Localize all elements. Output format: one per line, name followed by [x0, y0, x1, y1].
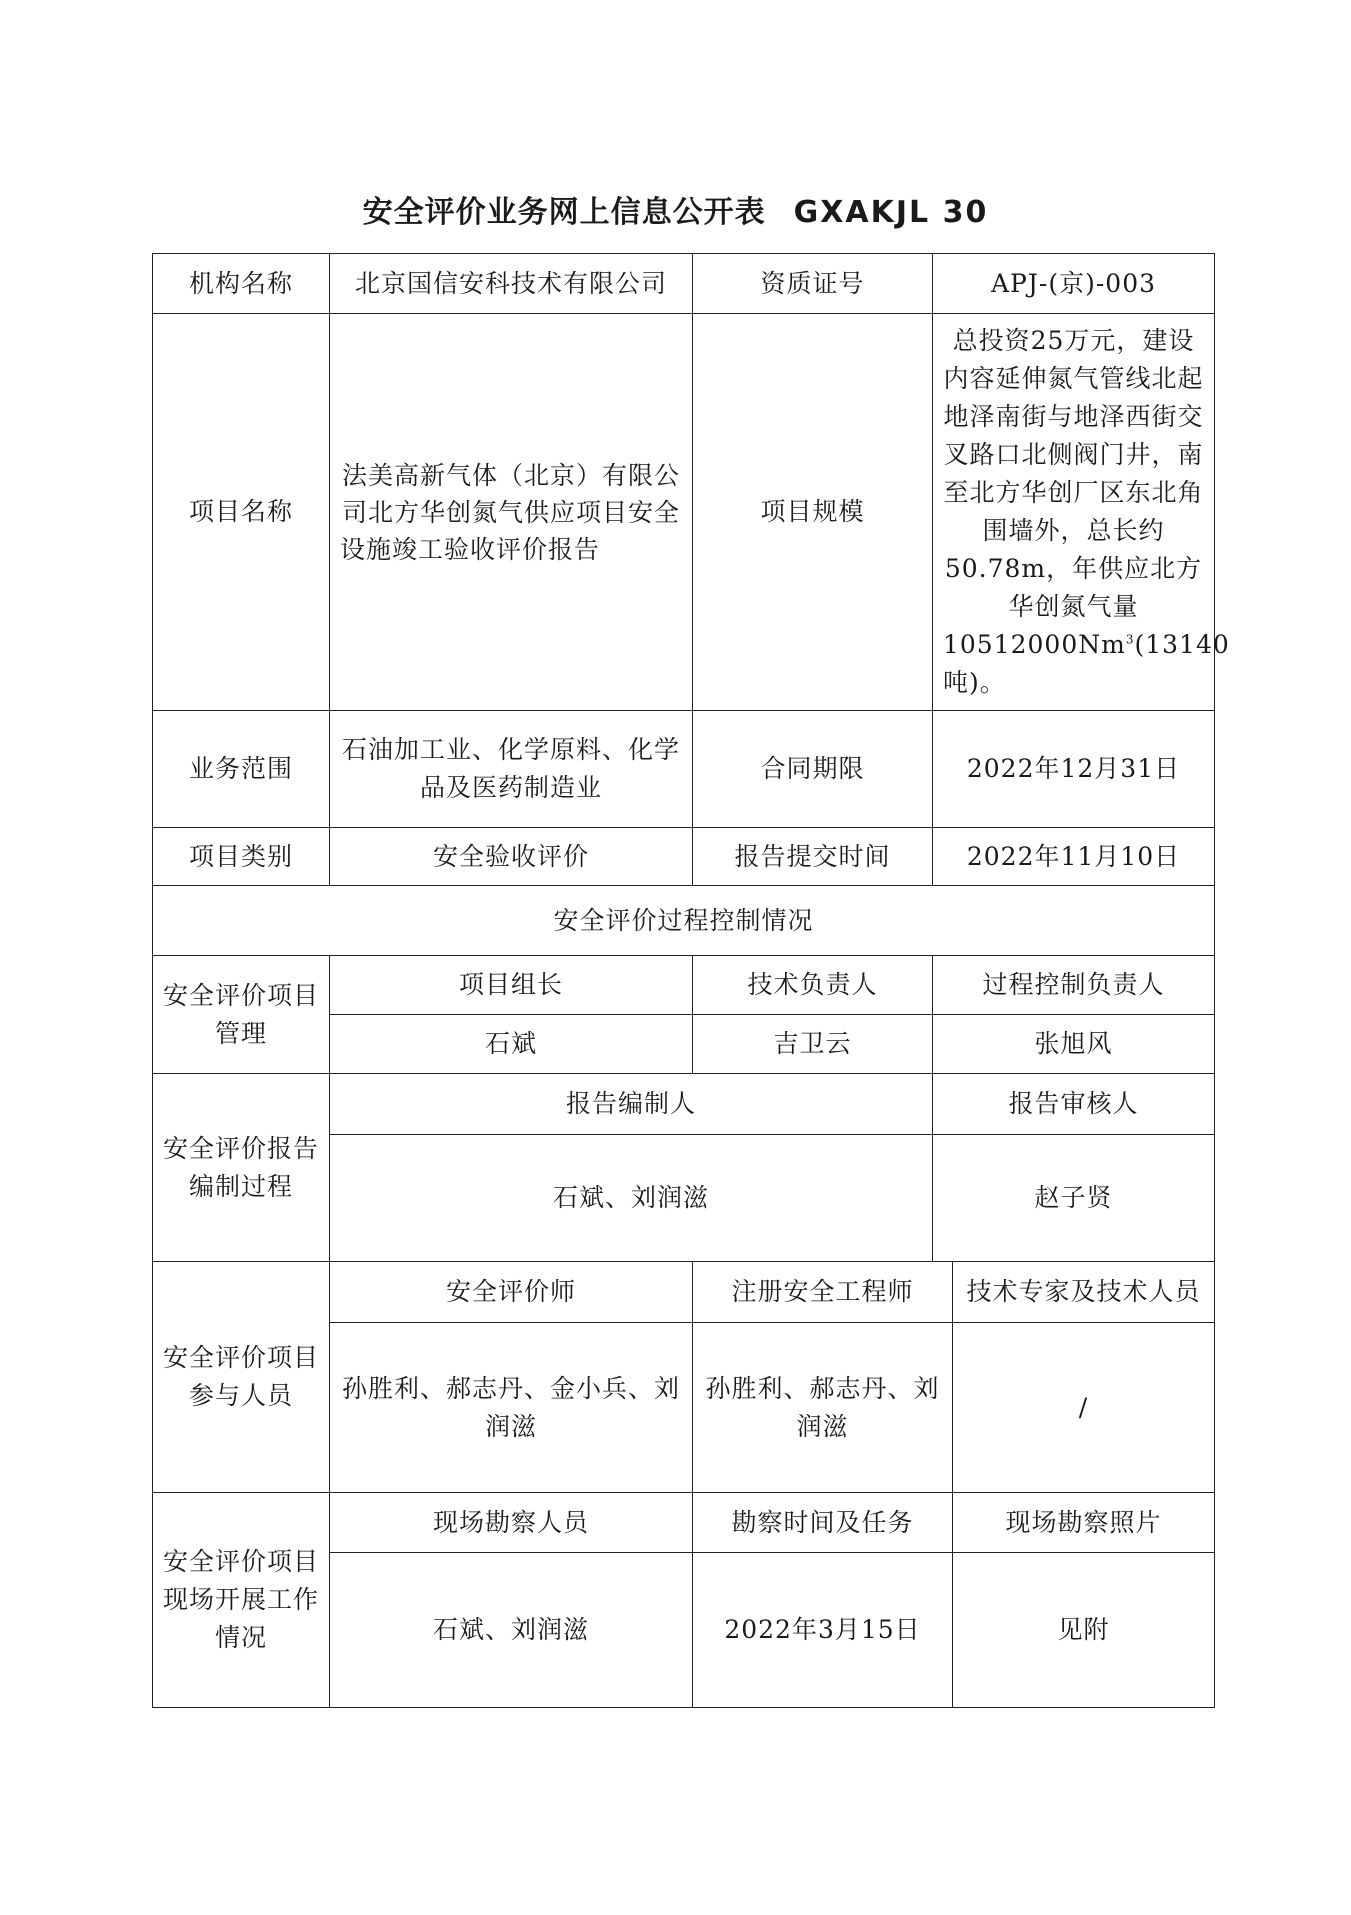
row-project: [153, 314, 1215, 711]
org-label: 机构名称: [153, 254, 330, 314]
form-code: GXAKJL 30: [793, 195, 989, 230]
report-value-author: 石斌、刘润滋: [330, 1135, 933, 1262]
cert-value: APJ-(京)-003: [933, 254, 1215, 314]
management-value-leader: 石斌: [330, 1015, 693, 1074]
category-label: 项目类别: [153, 828, 330, 886]
document-title: [0, 188, 1351, 238]
participants-value-evaluator: 孙胜利、郝志丹、金小兵、刘润滋: [330, 1323, 693, 1493]
report-header-author: 报告编制人: [330, 1074, 933, 1135]
contract-label: 合同期限: [693, 711, 933, 828]
site-header-photos: 现场勘察照片: [953, 1493, 1215, 1553]
management-value-process: 张旭风: [933, 1015, 1215, 1074]
row-site-headers: [153, 1493, 1215, 1553]
management-header-tech: 技术负责人: [693, 956, 933, 1015]
site-label: 安全评价项目现场开展工作情况: [153, 1493, 330, 1708]
submit-value: 2022年11月10日: [933, 828, 1215, 886]
info-table: [152, 253, 1230, 1708]
participants-value-expert: /: [953, 1323, 1215, 1493]
row-management-headers: [153, 956, 1215, 1015]
row-category: [153, 828, 1215, 886]
contract-value: 2022年12月31日: [933, 711, 1215, 828]
row-participants-headers: [153, 1262, 1215, 1323]
row-section-header: [153, 886, 1215, 956]
project-value: 法美高新气体（北京）有限公司北方华创氮气供应项目安全设施竣工验收评价报告: [330, 314, 693, 711]
scale-value: [933, 314, 1230, 711]
scale-value-tail: (13140吨)。: [943, 630, 1230, 697]
scope-label: 业务范围: [153, 711, 330, 828]
section-header: 安全评价过程控制情况: [153, 886, 1215, 956]
site-value-staff: 石斌、刘润滋: [330, 1553, 693, 1708]
management-label: 安全评价项目管理: [153, 956, 330, 1074]
scale-label: 项目规模: [693, 314, 933, 711]
site-header-staff: 现场勘察人员: [330, 1493, 693, 1553]
scope-value: 石油加工业、化学原料、化学品及医药制造业: [330, 711, 693, 828]
participants-header-engineer: 注册安全工程师: [693, 1262, 953, 1323]
participants-label: 安全评价项目参与人员: [153, 1262, 330, 1493]
report-value-reviewer: 赵子贤: [933, 1135, 1215, 1262]
report-label: 安全评价报告编制过程: [153, 1074, 330, 1262]
site-value-time: 2022年3月15日: [693, 1553, 953, 1708]
row-scope: [153, 711, 1215, 828]
management-value-tech: 吉卫云: [693, 1015, 933, 1074]
report-header-reviewer: 报告审核人: [933, 1074, 1215, 1135]
title-main: 安全评价业务网上信息公开表: [362, 195, 766, 230]
cert-label: 资质证号: [693, 254, 933, 314]
participants-value-engineer: 孙胜利、郝志丹、刘润滋: [693, 1323, 953, 1493]
management-header-leader: 项目组长: [330, 956, 693, 1015]
management-header-process: 过程控制负责人: [933, 956, 1215, 1015]
row-report-headers: [153, 1074, 1215, 1135]
site-value-photos: 见附: [953, 1553, 1215, 1708]
project-label: 项目名称: [153, 314, 330, 711]
participants-header-evaluator: 安全评价师: [330, 1262, 693, 1323]
org-value: 北京国信安科技术有限公司: [330, 254, 693, 314]
participants-header-expert: 技术专家及技术人员: [953, 1262, 1215, 1323]
site-header-time: 勘察时间及任务: [693, 1493, 953, 1553]
row-org: [153, 254, 1215, 314]
category-value: 安全验收评价: [330, 828, 693, 886]
scale-value-main: 总投资25万元，建设内容延伸氮气管线北起地泽南街与地泽西街交叉路口北侧阀门井，南至北方华创厂区东北角围墙外，总长约50.78m，年供应北方华创氮气量10512000Nm: [943, 326, 1204, 659]
scale-value-sup: 3: [1125, 632, 1135, 647]
submit-label: 报告提交时间: [693, 828, 933, 886]
